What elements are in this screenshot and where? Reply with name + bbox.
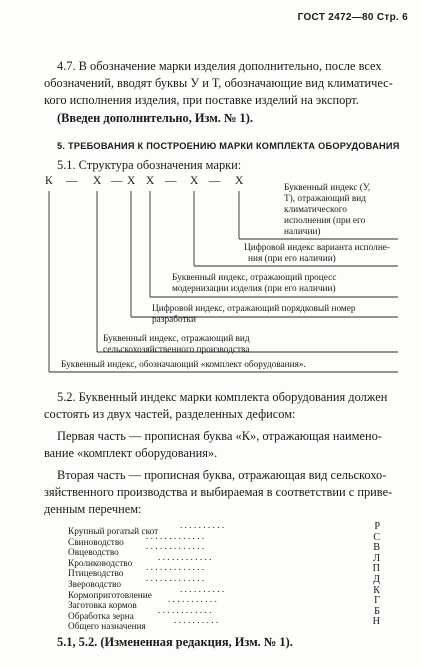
list-item-label: Овцеводство bbox=[68, 548, 119, 559]
list-item-label: Обработка зерна bbox=[68, 611, 134, 622]
list-item-code: Н bbox=[372, 616, 380, 628]
list-item-code: Б bbox=[374, 605, 380, 617]
para-5-2-line-2: состоять из двух частей, разделенных дефисом: bbox=[44, 407, 296, 421]
scheme-label-line: наличии) bbox=[284, 227, 321, 237]
scheme-char-x5: Х bbox=[235, 175, 244, 187]
list-item-label: Кролиководство bbox=[68, 558, 133, 569]
list-item-code: К bbox=[373, 584, 380, 596]
scheme-char-x3: Х bbox=[146, 175, 155, 187]
list-item bbox=[68, 573, 380, 590]
scheme-dash: — bbox=[209, 175, 221, 187]
scheme-label-variant bbox=[244, 243, 390, 265]
scheme-label-modernization bbox=[172, 273, 336, 295]
list-item-label: Кормоприготовление bbox=[68, 590, 152, 601]
list-item bbox=[68, 542, 380, 559]
list-item-code: Г bbox=[374, 595, 380, 607]
leader-dots: . . . . . . . . . . bbox=[180, 584, 225, 595]
scheme-label-kit bbox=[61, 360, 306, 371]
scheme-label-line: модернизации изделия (при его наличии) bbox=[172, 284, 336, 294]
list-item-label: Звероводство bbox=[68, 579, 122, 590]
scheme-label-climate bbox=[284, 183, 370, 238]
list-item bbox=[68, 605, 380, 622]
list-item-code: Р bbox=[374, 521, 380, 532]
first-part-line-2: вание «комплект оборудования». bbox=[44, 446, 218, 460]
leader-dots: . . . . . . . . . . . . . bbox=[146, 573, 205, 584]
leader-dots: . . . . . . . . . . . . . bbox=[146, 531, 205, 542]
second-part-line-3: денным перечнем: bbox=[44, 502, 142, 516]
scheme-char-k: К bbox=[45, 175, 53, 187]
note-added: (Введен дополнительно, Изм. № 1). bbox=[57, 111, 253, 125]
list-item-label: Заготовка кормов bbox=[68, 601, 137, 612]
scheme-label-line: климатического bbox=[284, 205, 347, 215]
section-title: 5. ТРЕБОВАНИЯ К ПОСТРОЕНИЮ МАРКИ КОМПЛЕКТА ОБОРУДОВАНИЯ bbox=[57, 141, 400, 151]
list-item-code: С bbox=[373, 531, 380, 543]
list-item-label: Общего назначения bbox=[68, 622, 146, 633]
scheme-label-line: Буквенный индекс, отражающий процесс bbox=[172, 273, 337, 283]
scheme-char-x1: Х bbox=[93, 175, 102, 187]
leader-dots: . . . . . . . . . . . . bbox=[158, 605, 212, 616]
list-item bbox=[68, 563, 380, 580]
list-item-label: Крупный рогатый скот bbox=[68, 527, 159, 537]
scheme-label-line: сельскохозяйственного производства bbox=[103, 345, 250, 355]
list-item-code: Л bbox=[373, 552, 380, 564]
scheme-label-line: разработки bbox=[152, 315, 197, 325]
list-item bbox=[68, 616, 380, 633]
scheme-label-line: ния (при его наличии) bbox=[248, 254, 336, 264]
para-4-7-line-3: кого исполнения изделия, при поставке изделий на экспорт. bbox=[44, 93, 359, 107]
scheme-label-line: Буквенный индекс, отражающий вид bbox=[103, 334, 250, 344]
list-item bbox=[68, 521, 380, 537]
scheme-label-line: Т), отражающий вид bbox=[284, 194, 366, 204]
first-part-line-1: Первая часть — прописная буква «К», отражающая наимено- bbox=[57, 429, 382, 443]
scheme-label-line: исполнения (при его bbox=[284, 216, 366, 226]
para-5-2-line-1: 5.2. Буквенный индекс марки комплекта оборудования должен bbox=[57, 390, 388, 404]
scheme-dash: — bbox=[111, 175, 123, 187]
scheme-label-line: Буквенный индекс (У, bbox=[284, 183, 371, 193]
leader-dots: . . . . . . . . . . . . . bbox=[146, 542, 205, 553]
list-item-code: В bbox=[373, 542, 380, 554]
scheme-dash: — bbox=[165, 175, 177, 187]
scheme-label-production bbox=[103, 334, 250, 356]
list-item bbox=[68, 552, 380, 569]
production-list bbox=[68, 521, 380, 633]
scheme-label-line: Цифровой индекс варианта исполне- bbox=[244, 243, 391, 253]
second-part-line-2: зяйственного производства и выбираемая в соответствии с приве- bbox=[44, 485, 393, 499]
leader-dots: . . . . . . . . . . bbox=[180, 521, 225, 531]
scheme-dash: — bbox=[66, 175, 78, 187]
list-item bbox=[68, 531, 380, 548]
list-item-label: Свиноводство bbox=[68, 537, 124, 548]
note-changed: 5.1, 5.2. (Измененная редакция, Изм. № 1). bbox=[57, 635, 293, 649]
para-5-1: 5.1. Структура обозначения марки: bbox=[57, 158, 242, 172]
para-4-7-line-2: обозначений, вводят буквы У и Т, обозначающие вид климатичес- bbox=[44, 76, 393, 90]
leader-dots: . . . . . . . . . . . . bbox=[158, 552, 212, 563]
scheme-char-x2: Х bbox=[127, 175, 136, 187]
list-item-code: Д bbox=[373, 573, 380, 585]
scheme-label-line: Буквенный индекс, обозначающий «комплект оборудования». bbox=[61, 360, 306, 370]
second-part-line-1: Вторая часть — прописная буква, отражающая вид сельскохо- bbox=[57, 468, 387, 482]
list-item-code: П bbox=[372, 563, 380, 575]
leader-dots: . . . . . . . . . . . bbox=[168, 595, 217, 606]
scheme-char-x4: Х bbox=[190, 175, 199, 187]
list-item-label: Птицеводство bbox=[68, 569, 124, 580]
para-4-7-line-1: 4.7. В обозначение марки изделия дополнительно, после всех bbox=[57, 59, 382, 73]
page-header: ГОСТ 2472—80 Стр. 6 bbox=[297, 12, 408, 23]
leader-dots: . . . . . . . . . . . . . bbox=[146, 563, 205, 574]
leader-dots: . . . . . . . . . . bbox=[174, 616, 219, 627]
scheme-label-development bbox=[152, 304, 356, 326]
list-item bbox=[68, 595, 380, 612]
scheme-label-line: Цифровой индекс, отражающий порядковый номер bbox=[152, 304, 356, 314]
